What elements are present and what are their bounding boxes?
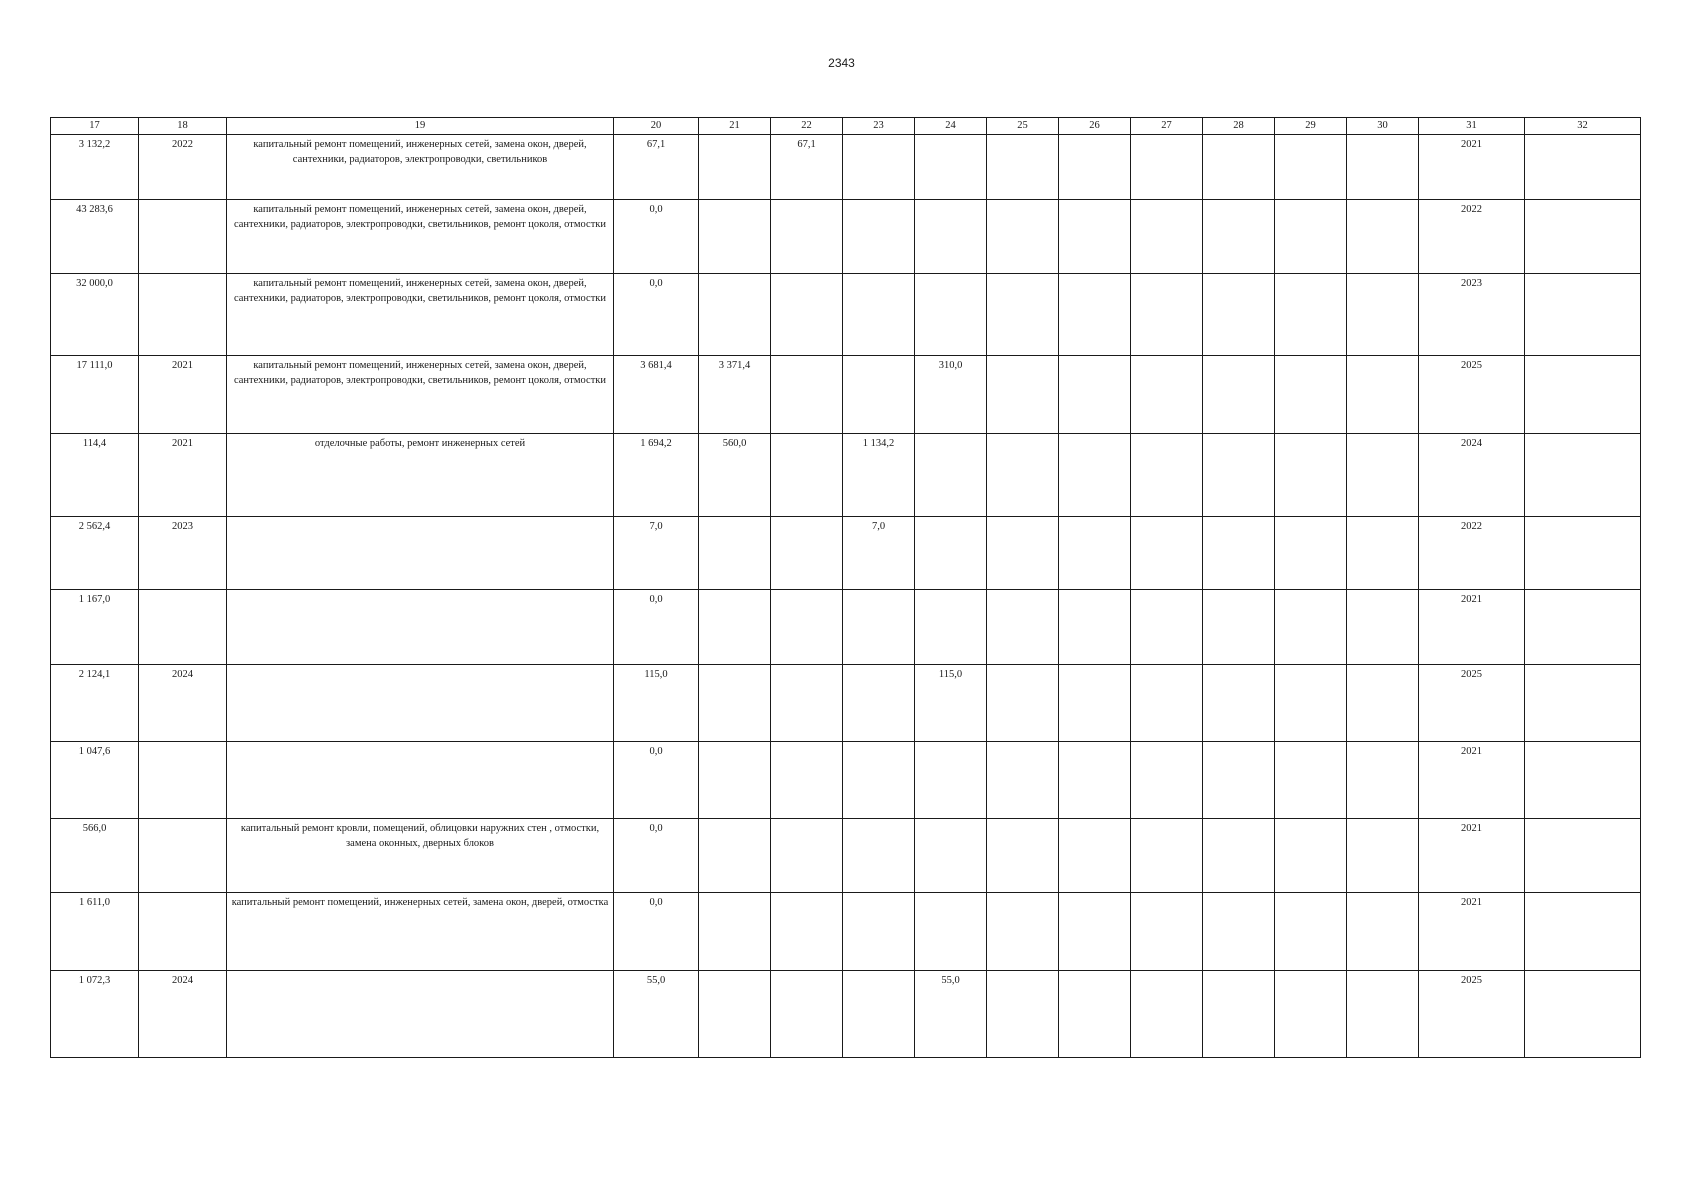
column-header: 24 (915, 118, 987, 135)
cell-col-32 (1525, 893, 1641, 971)
cell-col-19: капитальный ремонт помещений, инженерных сетей, замена окон, дверей, сантехники, радиаторов, электропроводки, светильников, ремонт цоколя, отмостки (227, 356, 614, 434)
cell-col-30 (1347, 971, 1419, 1058)
cell-col-31: 2021 (1419, 819, 1525, 893)
cell-col-29 (1275, 742, 1347, 819)
table-row (51, 742, 1641, 819)
cell-col-18: 2024 (139, 971, 227, 1058)
column-header: 23 (843, 118, 915, 135)
cell-col-19 (227, 742, 614, 819)
cell-col-28 (1203, 200, 1275, 274)
cell-col-27 (1131, 200, 1203, 274)
cell-col-23 (843, 819, 915, 893)
cell-col-31: 2025 (1419, 356, 1525, 434)
cell-col-23 (843, 665, 915, 742)
cell-col-22 (771, 434, 843, 517)
cell-col-31: 2021 (1419, 742, 1525, 819)
cell-col-24 (915, 893, 987, 971)
cell-col-20: 0,0 (614, 590, 699, 665)
cell-col-23: 7,0 (843, 517, 915, 590)
table-row (51, 971, 1641, 1058)
cell-col-28 (1203, 135, 1275, 200)
cell-col-17: 566,0 (51, 819, 139, 893)
cell-col-32 (1525, 274, 1641, 356)
cell-col-26 (1059, 742, 1131, 819)
column-header: 18 (139, 118, 227, 135)
column-header: 22 (771, 118, 843, 135)
cell-col-23 (843, 590, 915, 665)
cell-col-30 (1347, 665, 1419, 742)
cell-col-32 (1525, 517, 1641, 590)
cell-col-19 (227, 971, 614, 1058)
cell-col-30 (1347, 356, 1419, 434)
cell-col-24 (915, 200, 987, 274)
cell-col-26 (1059, 356, 1131, 434)
cell-col-26 (1059, 590, 1131, 665)
cell-col-19 (227, 517, 614, 590)
cell-col-18: 2022 (139, 135, 227, 200)
cell-col-25 (987, 893, 1059, 971)
table-row (51, 893, 1641, 971)
cell-col-28 (1203, 819, 1275, 893)
cell-col-28 (1203, 434, 1275, 517)
cell-col-30 (1347, 893, 1419, 971)
cell-col-30 (1347, 200, 1419, 274)
cell-col-32 (1525, 971, 1641, 1058)
cell-col-20: 0,0 (614, 200, 699, 274)
cell-col-21 (699, 274, 771, 356)
cell-col-22 (771, 590, 843, 665)
cell-col-29 (1275, 200, 1347, 274)
cell-col-28 (1203, 893, 1275, 971)
cell-col-23 (843, 742, 915, 819)
cell-col-18: 2024 (139, 665, 227, 742)
column-header: 26 (1059, 118, 1131, 135)
cell-col-22 (771, 819, 843, 893)
cell-col-19: капитальный ремонт помещений, инженерных сетей, замена окон, дверей, сантехники, радиаторов, электропроводки, светильников, ремонт цоколя, отмостки (227, 200, 614, 274)
table-row (51, 200, 1641, 274)
cell-col-31: 2025 (1419, 665, 1525, 742)
cell-col-20: 3 681,4 (614, 356, 699, 434)
cell-col-22 (771, 742, 843, 819)
cell-col-19 (227, 590, 614, 665)
cell-col-30 (1347, 590, 1419, 665)
cell-col-32 (1525, 665, 1641, 742)
cell-col-27 (1131, 893, 1203, 971)
cell-col-28 (1203, 356, 1275, 434)
cell-col-17: 2 562,4 (51, 517, 139, 590)
cell-col-22 (771, 200, 843, 274)
cell-col-20: 0,0 (614, 819, 699, 893)
cell-col-24 (915, 517, 987, 590)
cell-col-30 (1347, 819, 1419, 893)
cell-col-17: 1 072,3 (51, 971, 139, 1058)
cell-col-32 (1525, 819, 1641, 893)
cell-col-19: капитальный ремонт кровли, помещений, облицовки наружних стен , отмостки, замена оконных, дверных блоков (227, 819, 614, 893)
cell-col-25 (987, 135, 1059, 200)
table-row (51, 590, 1641, 665)
cell-col-17: 32 000,0 (51, 274, 139, 356)
cell-col-30 (1347, 434, 1419, 517)
cell-col-21 (699, 742, 771, 819)
cell-col-19: капитальный ремонт помещений, инженерных сетей, замена окон, дверей, отмостка (227, 893, 614, 971)
cell-col-32 (1525, 434, 1641, 517)
cell-col-26 (1059, 200, 1131, 274)
cell-col-21 (699, 517, 771, 590)
cell-col-20: 115,0 (614, 665, 699, 742)
cell-col-27 (1131, 742, 1203, 819)
cell-col-19: капитальный ремонт помещений, инженерных сетей, замена окон, дверей, сантехники, радиаторов, электропроводки, светильников, ремонт цоколя, отмостки (227, 274, 614, 356)
cell-col-31: 2022 (1419, 517, 1525, 590)
cell-col-30 (1347, 742, 1419, 819)
cell-col-28 (1203, 590, 1275, 665)
table-row (51, 356, 1641, 434)
cell-col-17: 114,4 (51, 434, 139, 517)
cell-col-29 (1275, 434, 1347, 517)
cell-col-20: 1 694,2 (614, 434, 699, 517)
cell-col-19: отделочные работы, ремонт инженерных сетей (227, 434, 614, 517)
cell-col-18 (139, 200, 227, 274)
cell-col-20: 7,0 (614, 517, 699, 590)
cell-col-21 (699, 665, 771, 742)
cell-col-24 (915, 135, 987, 200)
column-header: 27 (1131, 118, 1203, 135)
cell-col-31: 2022 (1419, 200, 1525, 274)
cell-col-22 (771, 274, 843, 356)
cell-col-29 (1275, 665, 1347, 742)
cell-col-19: капитальный ремонт помещений, инженерных сетей, замена окон, дверей, сантехники, радиаторов, электропроводки, светильников (227, 135, 614, 200)
cell-col-29 (1275, 356, 1347, 434)
table-row (51, 434, 1641, 517)
cell-col-32 (1525, 590, 1641, 665)
column-header: 28 (1203, 118, 1275, 135)
cell-col-29 (1275, 517, 1347, 590)
cell-col-18 (139, 893, 227, 971)
cell-col-24 (915, 590, 987, 665)
cell-col-25 (987, 274, 1059, 356)
cell-col-22 (771, 517, 843, 590)
cell-col-21 (699, 590, 771, 665)
cell-col-25 (987, 517, 1059, 590)
table-row (51, 517, 1641, 590)
cell-col-17: 1 167,0 (51, 590, 139, 665)
column-header: 20 (614, 118, 699, 135)
cell-col-25 (987, 742, 1059, 819)
cell-col-24 (915, 819, 987, 893)
column-header: 32 (1525, 118, 1641, 135)
cell-col-24 (915, 434, 987, 517)
cell-col-21 (699, 200, 771, 274)
cell-col-26 (1059, 893, 1131, 971)
cell-col-26 (1059, 434, 1131, 517)
cell-col-24: 55,0 (915, 971, 987, 1058)
cell-col-29 (1275, 819, 1347, 893)
cell-col-19 (227, 665, 614, 742)
cell-col-27 (1131, 971, 1203, 1058)
cell-col-22 (771, 893, 843, 971)
cell-col-25 (987, 434, 1059, 517)
table-row (51, 274, 1641, 356)
cell-col-20: 0,0 (614, 742, 699, 819)
column-header: 21 (699, 118, 771, 135)
cell-col-23 (843, 356, 915, 434)
page-number: 2343 (828, 56, 855, 70)
cell-col-23 (843, 274, 915, 356)
cell-col-29 (1275, 893, 1347, 971)
cell-col-25 (987, 200, 1059, 274)
cell-col-27 (1131, 356, 1203, 434)
table-body (51, 135, 1641, 1058)
cell-col-20: 0,0 (614, 274, 699, 356)
column-header: 31 (1419, 118, 1525, 135)
cell-col-17: 17 111,0 (51, 356, 139, 434)
cell-col-31: 2025 (1419, 971, 1525, 1058)
cell-col-30 (1347, 274, 1419, 356)
cell-col-31: 2023 (1419, 274, 1525, 356)
column-header: 25 (987, 118, 1059, 135)
cell-col-22 (771, 971, 843, 1058)
cell-col-26 (1059, 665, 1131, 742)
column-header: 30 (1347, 118, 1419, 135)
column-header: 19 (227, 118, 614, 135)
cell-col-26 (1059, 517, 1131, 590)
column-header: 17 (51, 118, 139, 135)
cell-col-25 (987, 356, 1059, 434)
cell-col-17: 2 124,1 (51, 665, 139, 742)
cell-col-32 (1525, 356, 1641, 434)
cell-col-22 (771, 356, 843, 434)
cell-col-27 (1131, 135, 1203, 200)
cell-col-26 (1059, 971, 1131, 1058)
cell-col-21: 3 371,4 (699, 356, 771, 434)
cell-col-21 (699, 893, 771, 971)
cell-col-21 (699, 135, 771, 200)
cell-col-28 (1203, 742, 1275, 819)
cell-col-18: 2023 (139, 517, 227, 590)
data-table (50, 117, 1641, 1058)
cell-col-27 (1131, 590, 1203, 665)
cell-col-23 (843, 893, 915, 971)
cell-col-24 (915, 742, 987, 819)
cell-col-18: 2021 (139, 434, 227, 517)
cell-col-23: 1 134,2 (843, 434, 915, 517)
cell-col-17: 43 283,6 (51, 200, 139, 274)
cell-col-26 (1059, 135, 1131, 200)
cell-col-18 (139, 819, 227, 893)
cell-col-17: 1 611,0 (51, 893, 139, 971)
cell-col-30 (1347, 517, 1419, 590)
column-header: 29 (1275, 118, 1347, 135)
cell-col-30 (1347, 135, 1419, 200)
cell-col-24: 115,0 (915, 665, 987, 742)
cell-col-27 (1131, 819, 1203, 893)
cell-col-17: 1 047,6 (51, 742, 139, 819)
cell-col-25 (987, 590, 1059, 665)
cell-col-28 (1203, 517, 1275, 590)
cell-col-26 (1059, 274, 1131, 356)
cell-col-31: 2021 (1419, 135, 1525, 200)
cell-col-29 (1275, 135, 1347, 200)
cell-col-29 (1275, 590, 1347, 665)
cell-col-21 (699, 819, 771, 893)
cell-col-32 (1525, 200, 1641, 274)
cell-col-17: 3 132,2 (51, 135, 139, 200)
cell-col-24: 310,0 (915, 356, 987, 434)
cell-col-27 (1131, 517, 1203, 590)
cell-col-25 (987, 971, 1059, 1058)
cell-col-31: 2024 (1419, 434, 1525, 517)
cell-col-27 (1131, 665, 1203, 742)
cell-col-23 (843, 971, 915, 1058)
cell-col-31: 2021 (1419, 590, 1525, 665)
table-row (51, 819, 1641, 893)
header-row (51, 118, 1641, 135)
cell-col-27 (1131, 274, 1203, 356)
cell-col-32 (1525, 742, 1641, 819)
cell-col-26 (1059, 819, 1131, 893)
cell-col-27 (1131, 434, 1203, 517)
cell-col-20: 55,0 (614, 971, 699, 1058)
cell-col-28 (1203, 274, 1275, 356)
cell-col-22 (771, 665, 843, 742)
cell-col-18: 2021 (139, 356, 227, 434)
cell-col-18 (139, 590, 227, 665)
cell-col-31: 2021 (1419, 893, 1525, 971)
cell-col-24 (915, 274, 987, 356)
cell-col-22: 67,1 (771, 135, 843, 200)
table-row (51, 665, 1641, 742)
cell-col-20: 67,1 (614, 135, 699, 200)
cell-col-18 (139, 274, 227, 356)
cell-col-29 (1275, 274, 1347, 356)
cell-col-21 (699, 971, 771, 1058)
cell-col-29 (1275, 971, 1347, 1058)
cell-col-21: 560,0 (699, 434, 771, 517)
cell-col-20: 0,0 (614, 893, 699, 971)
cell-col-28 (1203, 971, 1275, 1058)
cell-col-25 (987, 665, 1059, 742)
cell-col-28 (1203, 665, 1275, 742)
cell-col-18 (139, 742, 227, 819)
cell-col-23 (843, 200, 915, 274)
cell-col-25 (987, 819, 1059, 893)
table-row (51, 135, 1641, 200)
cell-col-32 (1525, 135, 1641, 200)
cell-col-23 (843, 135, 915, 200)
